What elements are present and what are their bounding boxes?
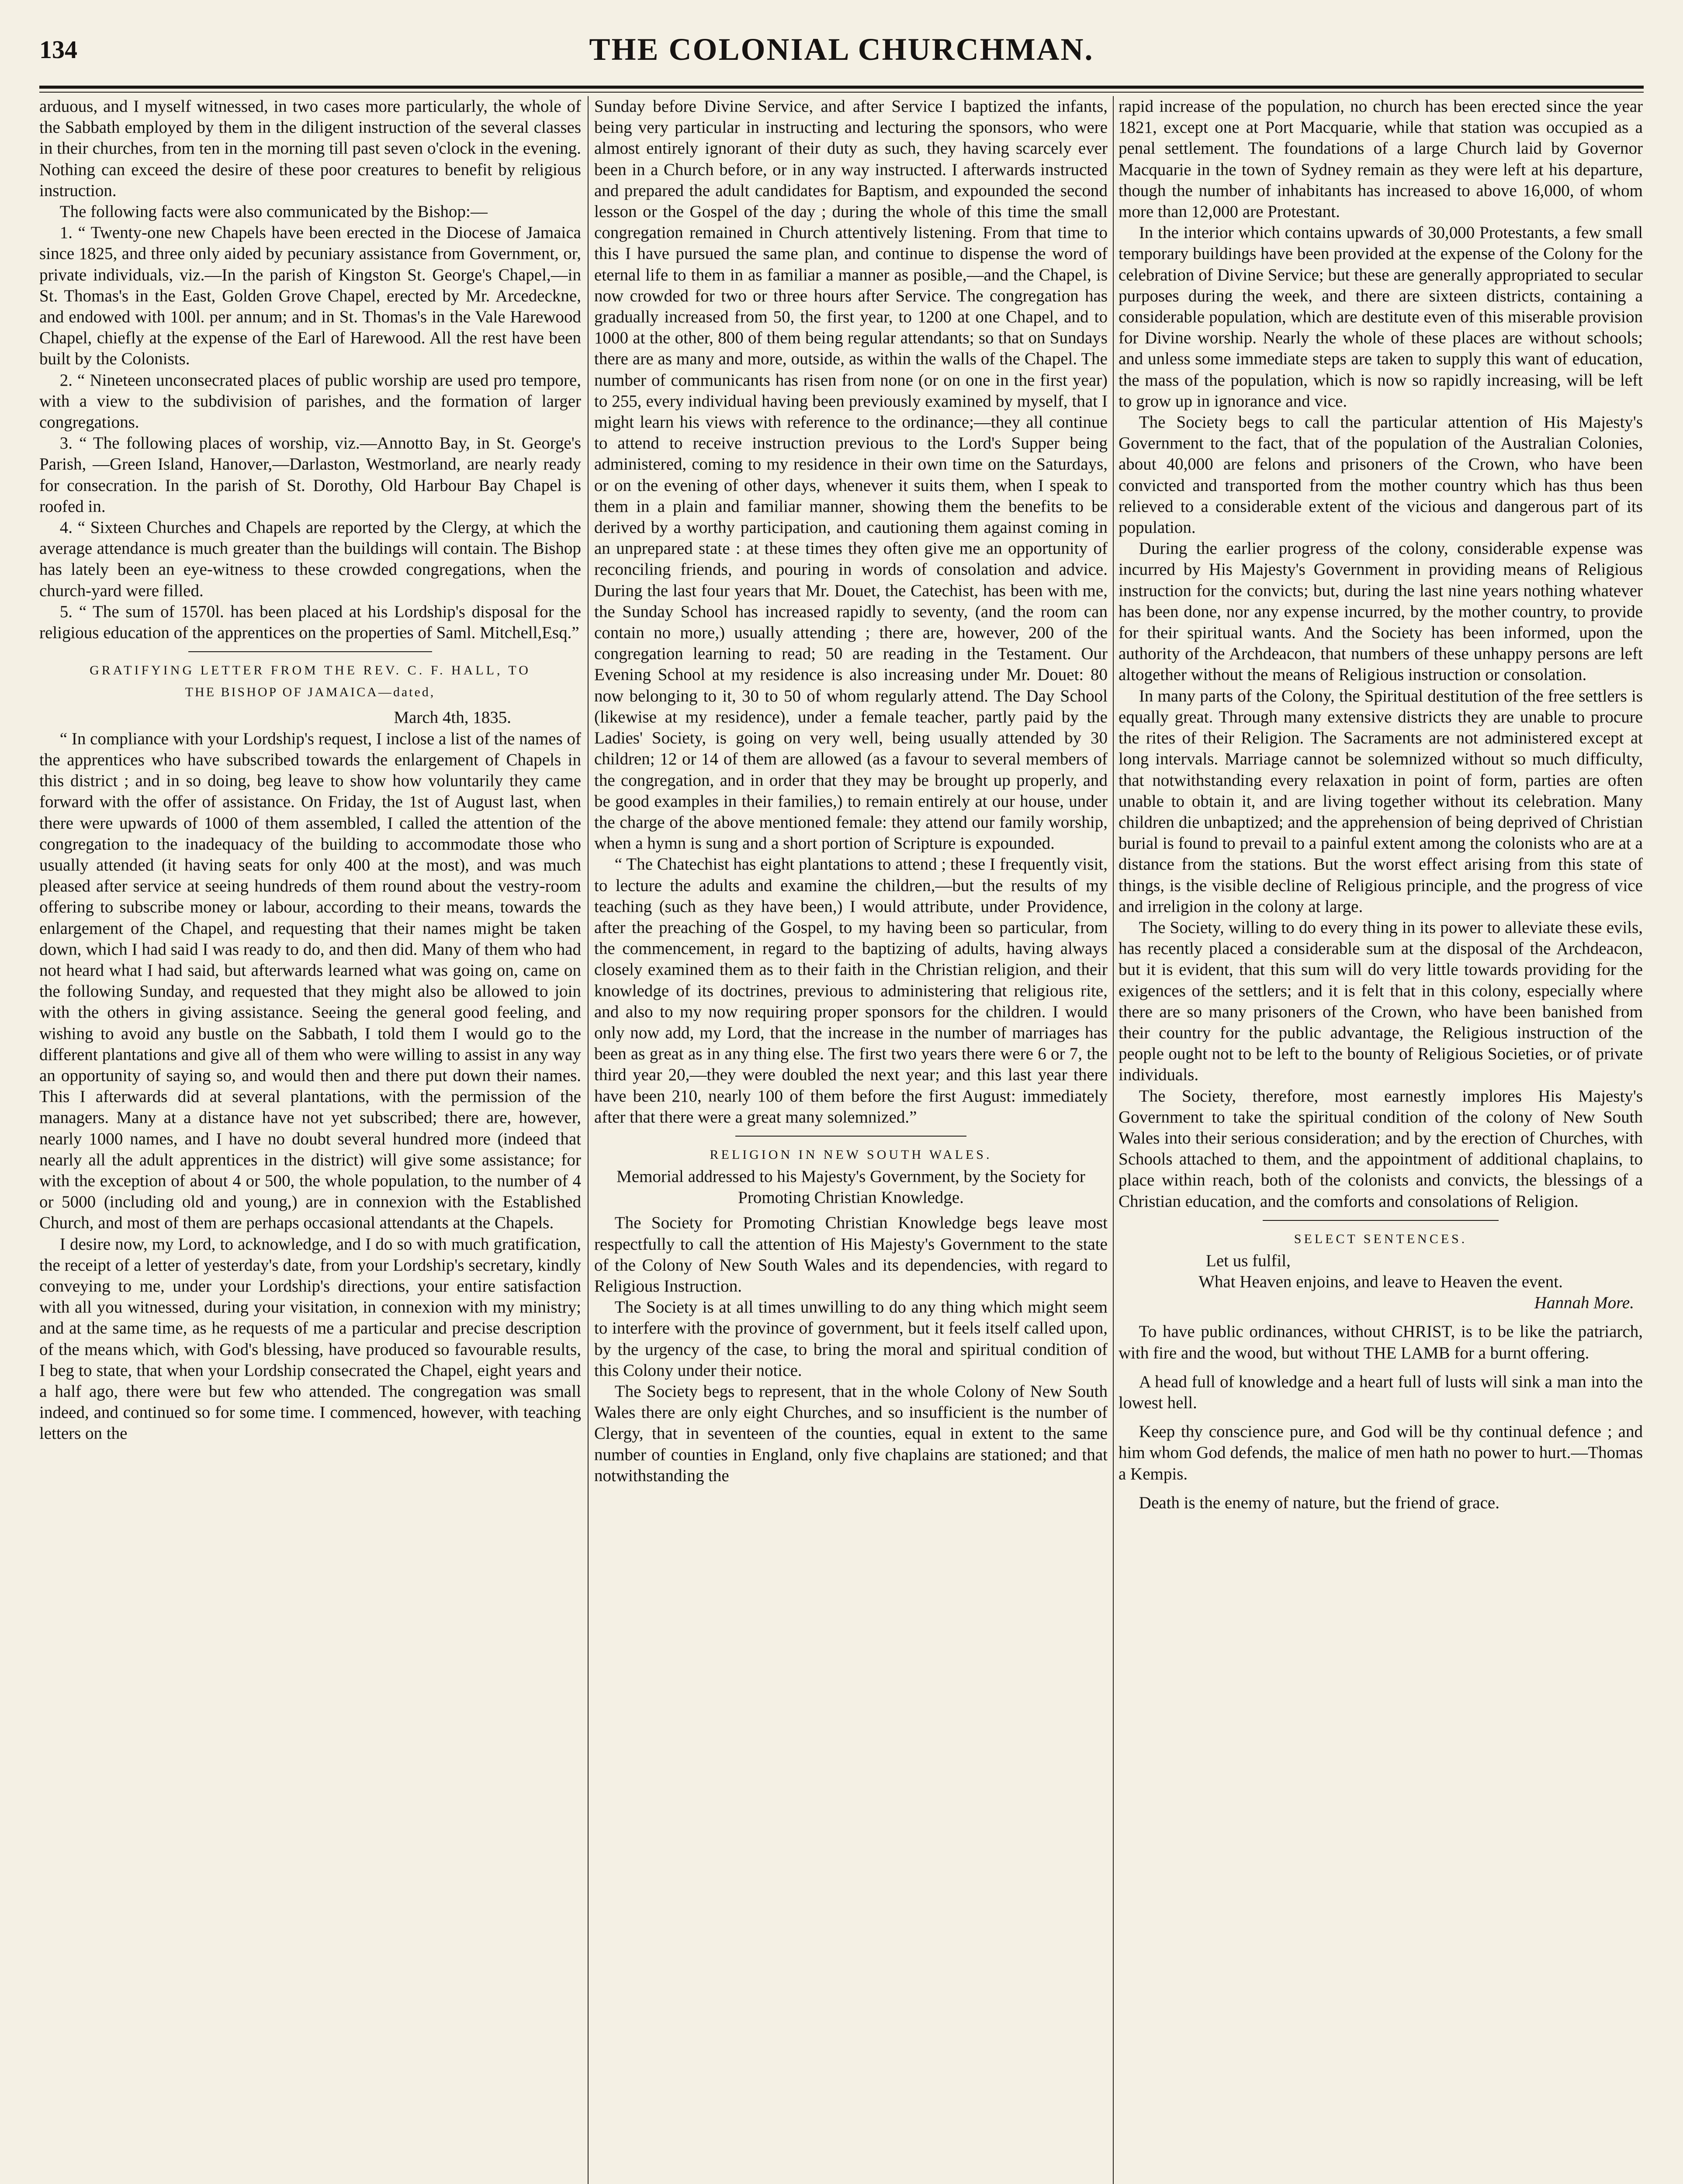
quote-line: What Heaven enjoins, and leave to Heaven the event. <box>1198 1272 1563 1291</box>
paragraph: 1. “ Twenty-one new Chapels have been erected in the Diocese of Jamaica since 1825, and three only aided by pecuniary assistance from Government, or, private individuals, viz.—In the parish of Kingston St. George's Chapel,—in St. Thomas's in the East, Golden Grove Chapel, erected by Mr. Arcedeckne, and endowed with 100l. per annum; and in St. Thomas's in the Vale Harewood Chapel, chiefly at the expense of the Earl of Harewood. All the rest have been built by the Colonists. <box>39 223 581 369</box>
paragraph: The following facts were also communicated by the Bishop:— <box>59 202 488 221</box>
paragraph: In the interior which contains upwards of 30,000 Protestants, a few small temporary buildings have been provided at the expense of the Colony for the celebration of Divine Service; but these are generally appropriated to secular purposes during the week, and there are sixteen districts, containing a considerable population, which are destitute even of this miserable provision for Divine worship. Nearly the whole of these places are without schools; and unless some immediate steps are taken to supply this want of education, the mass of the population, which is now so rapidly increasing, will be left to grow up in ignorance and vice. <box>1119 223 1643 411</box>
masthead-title: THE COLONIAL CHURCHMAN. <box>589 32 1094 67</box>
paragraph: In many parts of the Colony, the Spiritual destitution of the free settlers is equally great. Through many extensive districts they are unable to procure the rites of their Religion. The Sacraments are not administered except at long intervals. Marriage cannot be solemnized without so much difficulty, that notwithstanding every relaxation in point of form, parties are often unable to obtain it, and are living together without its celebration. Many children die unbaptized; and the apprehension of being deprived of Christian burial is found to prevail to a painful extent among the colonists who are at a distance from the stations. But the worst effect arising from this state of things, is the visible decline of Religious principle, and the progress of vice and irreligion in the colony at large. <box>1119 686 1643 916</box>
column-divider-2 <box>1113 96 1114 2184</box>
column-divider-1 <box>588 96 589 2184</box>
section-heading: SELECT SENTENCES. <box>1294 1231 1468 1246</box>
section-rule <box>188 651 432 652</box>
paragraph: 5. “ The sum of 1570l. has been placed at his Lordship's disposal for the religious education of the apprentices on the properties of Saml. Mitchell,Esq.” <box>39 602 581 643</box>
paragraph: 4. “ Sixteen Churches and Chapels are reported by the Clergy, at which the average attendance is much greater than the buildings will contain. The Bishop has lately been an eye-witness to these crowded congregations, when the church-yard were filled. <box>39 518 581 600</box>
section-subheading: THE BISHOP OF JAMAICA—dated, <box>185 685 436 700</box>
section-heading: RELIGION IN NEW SOUTH WALES. <box>710 1147 992 1162</box>
column-2 <box>594 96 1108 2184</box>
page-header <box>39 26 1644 79</box>
section-rule <box>735 1136 966 1137</box>
sentence: To have public ordinances, without CHRIST, is to be like the patriarch, with fire and the wood, but without THE LAMB for a burnt offering. <box>1119 1322 1643 1362</box>
paragraph: “ The Chatechist has eight plantations to attend ; these I frequently visit, to lecture the adults and examine the children,—but the results of my teaching (such as they have been,) I would attribute, under Providence, after the preaching of the Gospel, to my having been so particular, from the commencement, in regard to the baptizing of adults, having always closely examined them as to their faith in the Christian religion, and their knowledge of its doctrines, previous to administering that religious rite, and also to my now requiring proper sponsors for the children. I would only now add, my Lord, that the increase in the number of marriages has been as great as in any thing else. The first two years there were 6 or 7, the third year 20,—they were doubled the next year; and this last year there have been 210, nearly 100 of them before the first August: immediately after that there were a great many solemnized.” <box>594 855 1108 1127</box>
section-rule <box>1263 1220 1499 1221</box>
page-number: 134 <box>39 35 77 64</box>
paragraph: The Society, willing to do every thing in its power to alleviate these evils, has recently placed a considerable sum at the disposal of the Archdeacon, but it is evident, that this sum will do very little towards providing for the exigences of the settlers; and it is felt that in this colony, especially where there are so many prisoners of the Crown, who have been banished from their country for the public advantage, the Religious instruction of the people ought not to be left to the bounty of Religious Societies, or of private individuals. <box>1119 918 1643 1085</box>
paragraph: 2. “ Nineteen unconsecrated places of public worship are used pro tempore, with a view to the subdivision of parishes, and the formation of larger congregations. <box>39 370 581 432</box>
paragraph: 3. “ The following places of worship, viz.—Annotto Bay, in St. George's Parish, —Green Island, Hanover,—Darlaston, Westmorland, are nearly ready for consecration. In the parish of St. Dorothy, Old Harbour Bay Chapel is roofed in. <box>39 434 581 516</box>
sentence: Keep thy conscience pure, and God will be thy continual defence ; and him whom God defends, the malice of men hath no power to hurt.—Thomas a Kempis. <box>1119 1422 1643 1483</box>
dateline: March 4th, 1835. <box>394 708 511 727</box>
quote-attribution: Hannah More. <box>1534 1293 1634 1313</box>
paragraph: The Society begs to represent, that in the whole Colony of New South Wales there are only eight Churches, and so insufficient is the number of Clergy, that in seventeen of the counties, equal in extent to the same number of counties in England, only five chaplains are stationed; and that notwithstanding the <box>594 1382 1108 1485</box>
paragraph: The Society is at all times unwilling to do any thing which might seem to interfere with the province of government, but it feels itself called upon, by the urgency of the case, to bring the moral and spiritual condition of this Colony under their notice. <box>594 1298 1108 1380</box>
paragraph: “ In compliance with your Lordship's request, I inclose a list of the names of the apprentices who have subscribed towards the enlargement of Chapels in this district ; and in so doing, beg leave to show how voluntarily they came forward with the offer of assistance. On Friday, the 1st of August last, when there were upwards of 1000 of them assembled, I called the attention of the congregation to the inadequacy of the building to accommodate those who usually attended (it having seats for only 400 at the most), and was much pleased after service at seeing hundreds of them round about the vestry-room offering to subscribe money or labour, according to their means, towards the enlargement of the Chapel, and requesting that their names might be taken down, which I had said I was ready to do, and then did. Many of them who had not heard what I had said, but afterwards learned what was going on, came on the following Sunday, and requested that they might also be allowed to join with the others in giving assistance. Seeing the general good feeling, and wishing to avoid any bustle on the Sabbath, I told them I would go to the different plantations and give all of them who were willing to assist in any way an opportunity of saying so, and would then and there put down their names. This I afterwards did at several plantations, with the permission of the managers. Many at a distance have not yet subscribed; there are, however, nearly 1000 names, and I have no doubt several hundred more (indeed that nearly all the adult apprentices in the district) will give some assistance; for with the exception of about 4 or 500, the whole population, to the number of 4 or 5000 (including old and young,) are in connexion with the Established Church, and most of them are perhaps occasional attendants at the Chapels. <box>39 729 581 1233</box>
paragraph: I desire now, my Lord, to acknowledge, and I do so with much gratification, the receipt of a letter of yesterday's date, from your Lordship's secretary, kindly conveying to me, under your Lordship's directions, your entire satisfaction with all you witnessed, during your visitation, in connexion with my ministry; and at the same time, as he requests of me a particular and precise description of the means which, with God's blessing, have produced so favourable results, I beg to state, that when your Lordship consecrated the Chapel, eight years and a half ago, there were but few who attended. The congregation was small indeed, and continued so for some time. I commenced, however, with teaching letters on the <box>39 1234 581 1443</box>
paragraph: The Society for Promoting Christian Knowledge begs leave most respectfully to call the attention of His Majesty's Government to the state of the Colony of New South Wales and its dependencies, with regard to Religious Instruction. <box>594 1213 1108 1296</box>
header-rule-thin <box>39 92 1644 93</box>
sentence: A head full of knowledge and a heart full of lusts will sink a man into the lowest hell. <box>1119 1372 1643 1412</box>
column-3 <box>1119 96 1643 2184</box>
paragraph: Sunday before Divine Service, and after Service I baptized the infants, being very particular in instructing and lecturing the sponsors, who were almost entirely ignorant of their duty as such, they having scarcely ever been in a Church before, or in any way instructed. I afterwards instructed and prepared the adult candidates for Baptism, and expounded the second lesson or the Gospel of the day ; during the whole of this time the small congregation remained in Church attentively listening. From that time to this I have pursued the same plan, and continue to dispense the word of eternal life to them in as familiar a manner as posible,—and the Chapel, is now crowded for two or three hours after Service. The congregation has gradually increased from 50, the first year, to 1200 at one Chapel, and to 1000 at the other, 800 of them being regular attendants; so that on Sundays there are as many and more, outside, as within the walls of the Chapel. The number of communicants has risen from none (or on one in the first year) to 255, every individual having been previously examined by myself, that I might learn his views with reference to the ordinance;—they all continue to attend to receive instruction previous to the Lord's Supper being administered, coming to my residence in their own time on the Saturdays, or on the evening of other days, whenever it suits them, when I speak to them in a plain and familiar manner, showing them the benefits to be derived by a worthy participation, and cautioning them against coming in an unprepared state : at these times they often give me an opportunity of reconciling friends, and pouring in words of consolation and advice. During the last four years that Mr. Douet, the Catechist, has been with me, the Sunday School has increased rapidly to seventy, (and the room can contain no more,) usually attending ; there are, however, 200 of the congregation learning to read; 50 are reading in the Testament. Our Evening School at my residence is also increasing under Mr. Douet: 80 now belonging to it, 30 to 50 of whom regularly attend. The Day School (likewise at my residence), under a female teacher, partly paid by the Ladies' Society, is going on very well, being usually attended by 30 children; 12 or 14 of them are allowed (as a favour to several members of the congregation, and in order that they may be brought up properly, and be good examples in their families,) to remain entirely at our house, under the charge of the above mentioned female: they attend our family worship, when a hymn is sung and a short portion of Scripture is expounded. <box>594 97 1108 853</box>
section-heading: GRATIFYING LETTER FROM THE REV. C. F. HALL, TO <box>90 663 531 678</box>
paragraph: During the earlier progress of the colony, considerable expense was incurred by His Majesty's Government in providing means of Religious instruction for the convicts; but, during the last nine years nothing whatever has been done, nor any expense incurred, by the mother country, to provide for their spiritual wants. And the Society has been informed, upon the authority of the Archdeacon, that numbers of these unhappy persons are left altogether without the means of Religious instruction or consolation. <box>1119 539 1643 684</box>
quote-line: Let us fulfil, <box>1206 1251 1291 1270</box>
paragraph: The Society, therefore, most earnestly implores His Majesty's Government to take the spiritual condition of the colony of New South Wales into their serious consideration; and by the erection of Churches, with Schools attached to them, and the appointment of additional chaplains, to place within reach, both of the colonists and convicts, the blessings of a Christian education, and the comforts and consolations of Religion. <box>1119 1086 1643 1211</box>
sentence: Death is the enemy of nature, but the friend of grace. <box>1139 1493 1499 1512</box>
paragraph: arduous, and I myself witnessed, in two cases more particularly, the whole of the Sabbath employed by them in the diligent instruction of the several classes in their churches, from ten in the morning till past seven o'clock in the evening. Nothing can exceed the desire of these poor creatures to benefit by religious instruction. <box>39 97 581 200</box>
section-subheading: Memorial addressed to his Majesty's Government, by the Society for Promoting Christian Knowledge. <box>616 1167 1085 1207</box>
paragraph: The Society begs to call the particular attention of His Majesty's Government to the fact, that of the population of the Australian Colonies, about 40,000 are felons and prisoners of the Crown, who have been convicted and transported from the mother country which has thus been relieved to a considerable extent of the vicious and dangerous part of its population. <box>1119 413 1643 537</box>
column-1 <box>39 96 581 2184</box>
paragraph: rapid increase of the population, no church has been erected since the year 1821, except one at Port Macquarie, while that station was occupied as a penal settlement. The foundations of a large Church laid by Governor Macquarie in the town of Sydney remain as they were left at his departure, though the number of inhabitants has increased to above 16,000, of whom more than 12,000 are Protestant. <box>1119 97 1643 221</box>
header-rule-thick <box>39 86 1644 89</box>
